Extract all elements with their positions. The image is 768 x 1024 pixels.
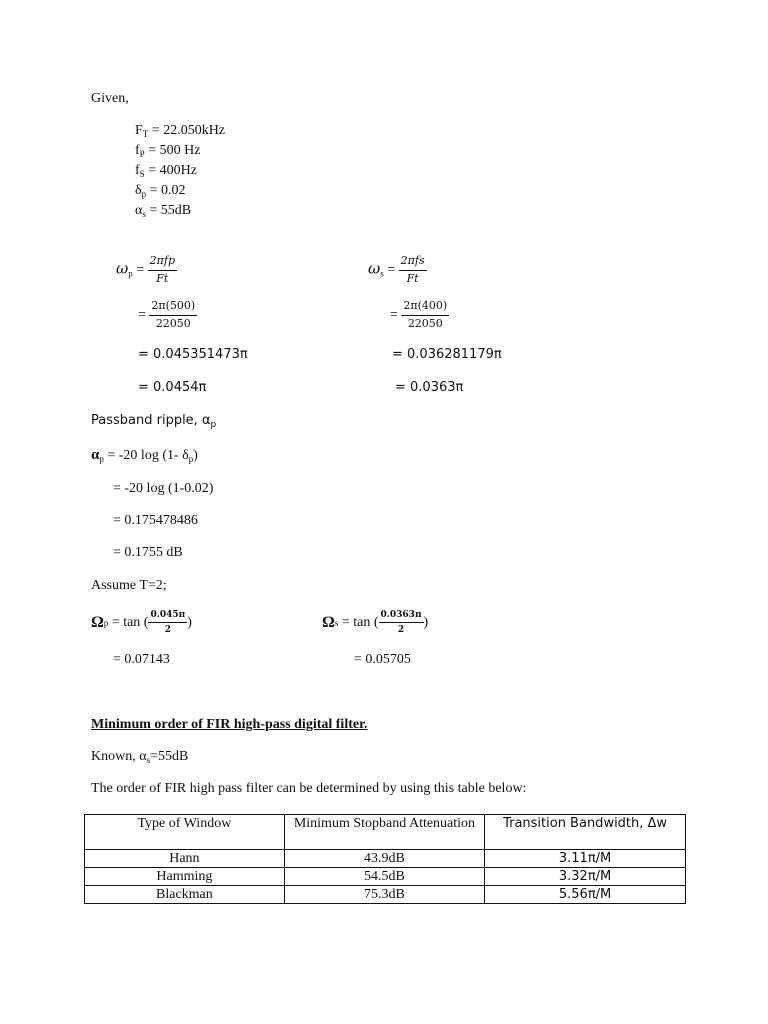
passband-step-1: = -20 log (1-0.02) xyxy=(113,481,214,496)
omega-s-symbol: ω xyxy=(368,259,381,278)
Omega-p-fraction-denominator: 2 xyxy=(164,625,171,636)
section-heading: Minimum order of FIR high-pass digital filter. xyxy=(91,717,368,732)
Omega-s-formula: Ω s = tan ( $\frac{0.0363\pi}{2}$ ) xyxy=(322,610,429,636)
given-fp-subscript: P xyxy=(139,149,145,159)
table-cell-bandwidth: 3.11π/M xyxy=(485,850,686,868)
omega-s-sub-numerator: 2π(400) xyxy=(401,300,449,316)
table-cell-attenuation: 75.3dB xyxy=(284,886,484,904)
omega-s-equals: = xyxy=(387,262,396,278)
omega-p-fraction-denominator: Ft xyxy=(156,271,169,285)
omega-p-sub-equals: = xyxy=(138,307,146,323)
given-delta-p-symbol: δ xyxy=(135,183,142,198)
Omega-p-tan: = tan ( xyxy=(108,614,149,630)
passband-label-subscript: p xyxy=(210,420,217,430)
Omega-s-symbol: Ω xyxy=(322,613,335,631)
Omega-s-tan: = tan ( xyxy=(338,614,379,630)
given-delta-p-value: = 0.02 xyxy=(146,183,186,198)
Omega-p-symbol: Ω xyxy=(91,613,104,631)
given-fs-subscript: S xyxy=(139,169,145,179)
passband-step-3: = 0.1755 dB xyxy=(113,545,183,560)
passband-label xyxy=(91,413,217,430)
window-table xyxy=(84,814,686,904)
passband-formula xyxy=(91,448,198,463)
table-cell-attenuation: 54.5dB xyxy=(284,868,484,886)
Omega-s-fraction-denominator: 2 xyxy=(397,625,405,636)
given-alpha-s xyxy=(135,204,191,218)
given-ft-value: = 22.050kHz xyxy=(148,123,226,138)
table-cell-window: Blackman xyxy=(85,886,285,904)
Omega-s-close-paren: ) xyxy=(423,614,429,630)
given-ft xyxy=(135,124,225,138)
Omega-s-fraction xyxy=(379,610,424,636)
table-cell-window: Hamming xyxy=(85,868,285,886)
table-header-transition-bw: Transition Bandwidth, Δw xyxy=(485,815,686,850)
omega-s-fraction-numerator: 2πfs xyxy=(399,255,427,271)
omega-s-result-2: = 0.0363π xyxy=(395,380,464,395)
given-label: Given, xyxy=(91,91,129,106)
given-delta-p-subscript: p xyxy=(141,189,147,199)
passband-formula-symbol: α xyxy=(91,447,100,463)
omega-p-fraction-numerator: 2πfp xyxy=(148,255,177,271)
Omega-p-fraction-numerator: 0.045π xyxy=(148,610,187,623)
Omega-p-result: = 0.07143 xyxy=(113,652,170,667)
passband-formula-subscript-2: p xyxy=(188,454,194,464)
omega-s-result-1: = 0.036281179π xyxy=(392,347,502,362)
known-text: Known, α xyxy=(91,749,147,764)
passband-label-text: Passband ripple, α xyxy=(91,413,211,428)
table-cell-bandwidth: 3.32π/M xyxy=(485,868,686,886)
known-statement xyxy=(91,750,188,764)
assume-statement: Assume T=2; xyxy=(91,578,167,593)
Omega-p-fraction xyxy=(148,610,187,636)
given-alpha-s-subscript: s xyxy=(142,209,146,219)
passband-formula-body: = -20 log (1- δ xyxy=(103,448,189,463)
given-ft-symbol: F xyxy=(135,123,143,138)
omega-s-sub-fraction xyxy=(401,300,449,330)
table-cell-bandwidth: 5.56π/M xyxy=(485,886,686,904)
omega-s-subscript: s xyxy=(380,268,384,279)
omega-p-sub-denominator: 22050 xyxy=(155,316,191,330)
omega-s-sub-equals: = xyxy=(390,307,398,323)
table-header-window-type: Type of Window xyxy=(85,815,285,850)
given-delta-p xyxy=(135,184,186,198)
given-fp-value: = 500 Hz xyxy=(144,143,201,158)
omega-p-result-2: = 0.0454π xyxy=(138,380,207,395)
table-cell-window: Hann xyxy=(85,850,285,868)
omega-p-symbol: ω xyxy=(116,259,129,278)
Omega-s-result: = 0.05705 xyxy=(354,652,411,667)
omega-s-fraction xyxy=(399,255,427,285)
passband-formula-subscript: p xyxy=(99,454,104,464)
omega-p-equals: = xyxy=(136,262,145,278)
omega-s-sub-denominator: 22050 xyxy=(407,316,443,330)
given-fs-symbol: f xyxy=(135,163,140,178)
omega-p-sub-numerator: 2π(500) xyxy=(149,300,197,316)
known-subscript: s xyxy=(146,755,151,765)
omega-s-fraction-denominator: Ft xyxy=(406,271,419,285)
omega-p-substitution xyxy=(138,300,197,330)
table-cell-attenuation: 43.9dB xyxy=(284,850,484,868)
omega-p-fraction xyxy=(148,255,177,285)
omega-p-subscript: p xyxy=(128,268,133,279)
table-row xyxy=(85,886,686,904)
omega-s-definition xyxy=(368,255,427,285)
omega-p-result-1: = 0.045351473π xyxy=(138,347,248,362)
omega-p-sub-fraction xyxy=(149,300,197,330)
given-fp xyxy=(135,144,200,158)
order-description: The order of FIR high pass filter can be determined by using this table below: xyxy=(91,781,527,796)
given-alpha-s-value: = 55dB xyxy=(145,203,192,218)
given-alpha-s-symbol: α xyxy=(135,203,143,218)
omega-s-substitution xyxy=(390,300,449,330)
table-row xyxy=(85,850,686,868)
given-fs xyxy=(135,164,197,178)
passband-formula-end: ) xyxy=(193,448,198,463)
Omega-p-close-paren: ) xyxy=(187,614,192,630)
known-value: =55dB xyxy=(150,749,189,764)
table-header-row xyxy=(85,815,686,850)
Omega-p-formula: Ω p = tan ( $\frac{0.045\pi}{2}$ ) xyxy=(91,610,192,636)
omega-p-definition xyxy=(116,255,177,285)
given-fp-symbol: f xyxy=(135,143,140,158)
given-ft-subscript: T xyxy=(142,129,149,139)
table-header-min-stopband: Minimum Stopband Attenuation xyxy=(284,815,484,850)
given-fs-value: = 400Hz xyxy=(144,163,197,178)
table-row xyxy=(85,868,686,886)
passband-step-2: = 0.175478486 xyxy=(113,513,198,528)
Omega-s-fraction-numerator: 0.0363π xyxy=(379,610,424,623)
